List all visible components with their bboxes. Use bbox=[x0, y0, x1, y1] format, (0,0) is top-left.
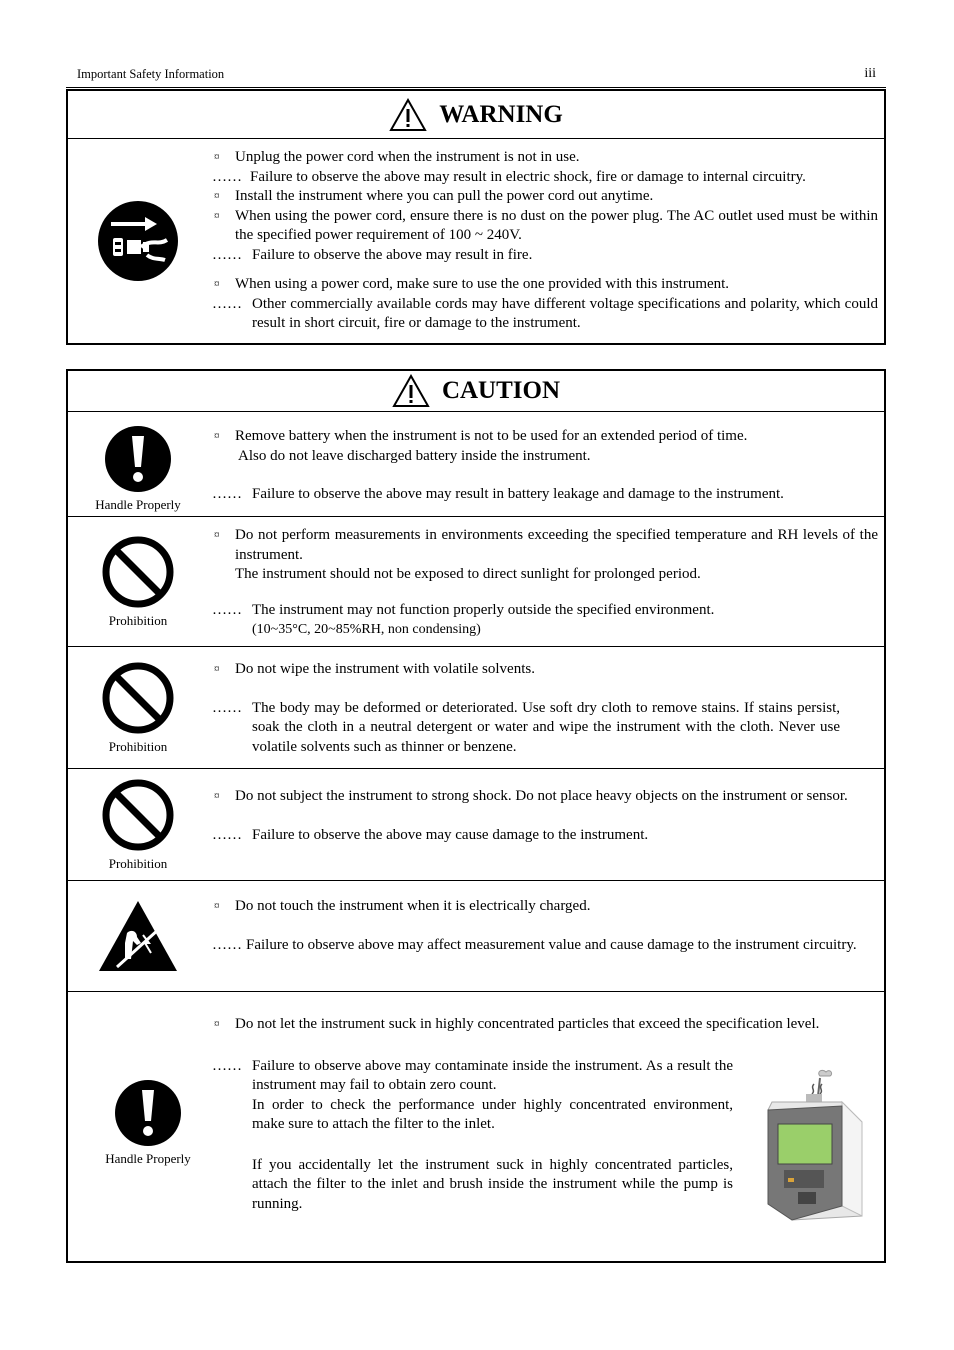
caution-item: ¤ Do not touch the instrument when it is electrically charged. bbox=[214, 898, 591, 914]
warning-note: …… Other commercially available cords may have different voltage specifications and polarity, which could result in short circuit, fire or damage to the instrument. bbox=[212, 295, 878, 331]
exclamation-icon bbox=[104, 425, 172, 493]
warning-item: ¤ When using the power cord, ensure there is no dust on the power plug. The AC outlet used must be within the specified power requirement of 100 ~ 240V. bbox=[214, 207, 878, 243]
icon-label: Handle Properly bbox=[95, 497, 181, 512]
caution-item: ¤ Do not let the instrument suck in highly concentrated particles that exceed the specification level. bbox=[214, 1016, 820, 1032]
caution-section-environment bbox=[68, 516, 884, 646]
header-section-title: Important Safety Information bbox=[77, 67, 225, 81]
warning-section bbox=[68, 139, 884, 342]
caution-note: …… Failure to observe the above may cause damage to the instrument. bbox=[212, 826, 649, 843]
icon-label: Handle Properly bbox=[105, 1151, 191, 1166]
icon-label: Prohibition bbox=[108, 738, 168, 754]
caution-note: …… The body may be deformed or deteriorated. Use soft dry cloth to remove stains. If stains persist, soak the cloth in a neutral detergent or water and wipe the instrument with the cloth. Never use volatile solvents such as thinner or benzene. bbox=[212, 699, 840, 755]
warning-triangle-icon bbox=[392, 374, 430, 408]
caution-note-continued: (10~35°C, 20~85%RH, non condensing) bbox=[252, 622, 481, 637]
unplug-power-icon bbox=[97, 200, 179, 282]
caution-panel bbox=[66, 369, 886, 1263]
caution-item-continued: Also do not leave discharged battery inside the instrument. bbox=[238, 447, 591, 464]
caution-note-continued: In order to check the performance under highly concentrated environment, make sure to attach the filter to the inlet. bbox=[252, 1096, 733, 1132]
warning-item: ¤ Unplug the power cord when the instrument is not in use. bbox=[214, 149, 580, 165]
prohibition-icon bbox=[101, 535, 175, 609]
warning-item: ¤ When using a power cord, make sure to use the one provided with this instrument. bbox=[214, 276, 730, 292]
caution-section-battery bbox=[68, 412, 884, 516]
caution-note: …… Failure to observe above may affect measurement value and cause damage to the instrument circuitry. bbox=[212, 936, 857, 953]
electrostatic-discharge-icon bbox=[97, 899, 179, 973]
caution-section-electrostatic bbox=[68, 880, 884, 991]
caution-section-shock bbox=[68, 768, 884, 880]
caution-note-continued: If you accidentally let the instrument suck in highly concentrated particles, attach the filter to the inlet and brush inside the instrument while the pump is running. bbox=[252, 1156, 733, 1212]
exclamation-icon bbox=[114, 1079, 182, 1147]
warning-title: WARNING bbox=[439, 100, 563, 128]
prohibition-icon bbox=[101, 778, 175, 852]
warning-panel bbox=[66, 89, 886, 345]
warning-triangle-icon bbox=[389, 98, 427, 132]
caution-item: ¤ Do not perform measurements in environments exceeding the specified temperature and RH levels of the instrument. bbox=[214, 527, 878, 563]
warning-icon-cell bbox=[68, 139, 208, 342]
caution-icon-cell bbox=[68, 769, 208, 880]
caution-note: …… The instrument may not function properly outside the specified environment. bbox=[212, 601, 715, 618]
caution-icon-cell bbox=[68, 647, 208, 768]
prohibition-icon bbox=[101, 661, 175, 735]
instrument-with-filter-illustration bbox=[758, 1066, 870, 1226]
caution-item-continued: The instrument should not be exposed to direct sunlight for prolonged period. bbox=[235, 566, 701, 582]
warning-note: …… Failure to observe the above may result in fire. bbox=[212, 246, 533, 263]
page-header bbox=[77, 66, 876, 82]
caution-note: …… Failure to observe above may contaminate inside the instrument. As a result the instrument may fail to obtain zero count. bbox=[212, 1057, 733, 1093]
caution-title-bar bbox=[68, 371, 884, 412]
icon-label: Prohibition bbox=[108, 855, 168, 871]
warning-item: ¤ Install the instrument where you can pull the power cord out anytime. bbox=[214, 188, 654, 204]
caution-note: …… Failure to observe the above may result in battery leakage and damage to the instrument. bbox=[212, 486, 784, 502]
caution-item: ¤ Do not wipe the instrument with volatile solvents. bbox=[214, 661, 535, 677]
caution-item: ¤ Do not subject the instrument to strong shock. Do not place heavy objects on the instrument or sensor. bbox=[214, 788, 848, 804]
caution-icon-cell bbox=[68, 412, 208, 516]
caution-section-concentration bbox=[68, 991, 884, 1254]
icon-label: Prohibition bbox=[108, 612, 168, 628]
caution-item: ¤ Remove battery when the instrument is not to be used for an extended period of time. bbox=[214, 428, 748, 444]
warning-title-bar bbox=[68, 91, 884, 139]
caution-title: CAUTION bbox=[441, 377, 561, 405]
caution-icon-cell bbox=[68, 881, 208, 991]
warning-note: …… Failure to observe the above may result in electric shock, fire or damage to internal circuitry. bbox=[212, 168, 806, 185]
caution-icon-cell bbox=[68, 992, 228, 1254]
caution-icon-cell bbox=[68, 517, 208, 646]
page-number: iii bbox=[864, 66, 876, 81]
caution-section-solvents bbox=[68, 646, 884, 768]
warning-text bbox=[212, 148, 878, 334]
header-rule bbox=[66, 87, 886, 88]
